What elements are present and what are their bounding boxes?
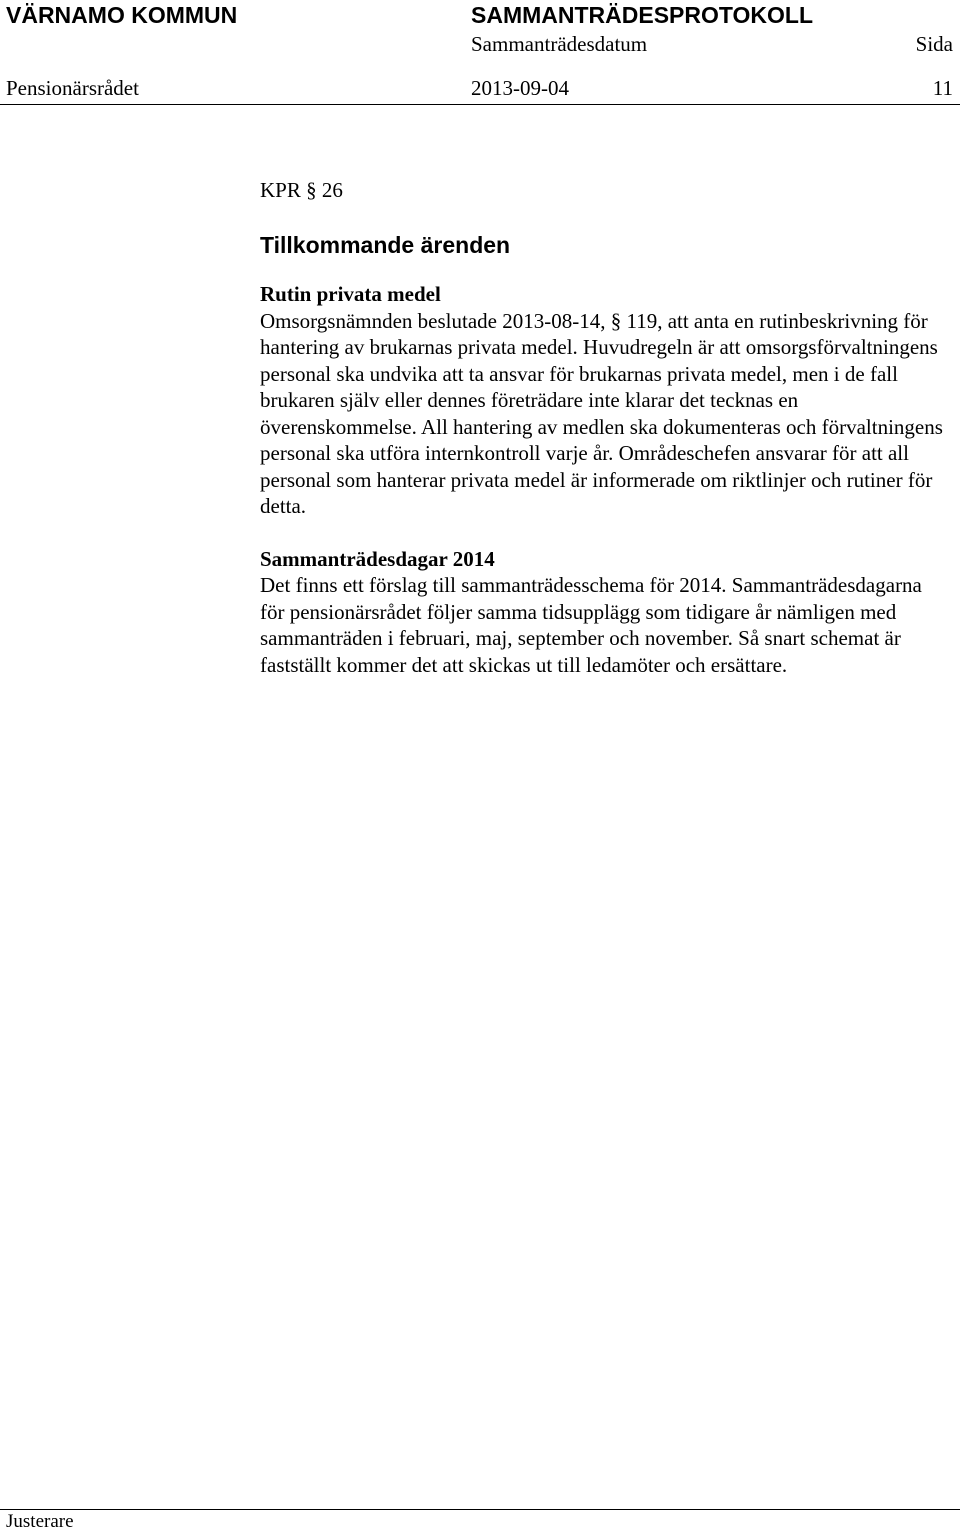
section-heading: Rutin privata medel — [260, 282, 441, 306]
organization-name: VÄRNAMO KOMMUN — [6, 2, 238, 28]
document-type: SAMMANTRÄDESPROTOKOLL — [471, 2, 814, 28]
section-heading: Sammanträdesdagar 2014 — [260, 546, 495, 571]
page-number: 11 — [932, 76, 953, 100]
page-label: Sida — [915, 32, 953, 56]
section-text: Omsorgsnämnden beslutade 2013-08-14, § 119, att anta en rutinbeskrivning för hantering av brukarnas privata medel. Huvudregeln är att omsorgsförvaltningens personal ska undvika att ta ansvar för brukarnas privata medel, men i de fall brukaren själv eller dennes företrädare inte klarar det tecknas en överenskommelse. All hantering av medlen ska dokumenteras och förvaltningens personal ska utföra internkontroll varje år. Områdeschefen ansvarar för att all personal som hanterar privata medel är informerade om riktlinjer och rutiner för detta. — [260, 308, 943, 518]
section-spacer — [260, 520, 950, 546]
footer-divider — [0, 1509, 960, 1510]
council-name: Pensionärsrådet — [6, 76, 139, 100]
adjuster-label: Justerare — [6, 1511, 74, 1532]
section-text: Det finns ett förslag till sammanträdesschema för 2014. Sammanträdesdagarna för pensionärsrådet följer samma tidsupplägg som tidigare år nämligen med sammanträden i februari, maj, september och november. Så snart schemat är fastställt kommer det att skickas ut till ledamöter och ersättare. — [260, 573, 922, 677]
header-divider — [0, 104, 960, 105]
paragraph-id: KPR § 26 — [260, 178, 343, 202]
section-private-funds — [260, 281, 950, 520]
section-meeting-dates — [260, 546, 950, 679]
protocol-content — [260, 176, 950, 678]
page-title: Tillkommande ärenden — [260, 232, 511, 258]
meeting-date-label: Sammanträdesdatum — [471, 32, 648, 56]
meeting-date: 2013-09-04 — [471, 76, 569, 100]
